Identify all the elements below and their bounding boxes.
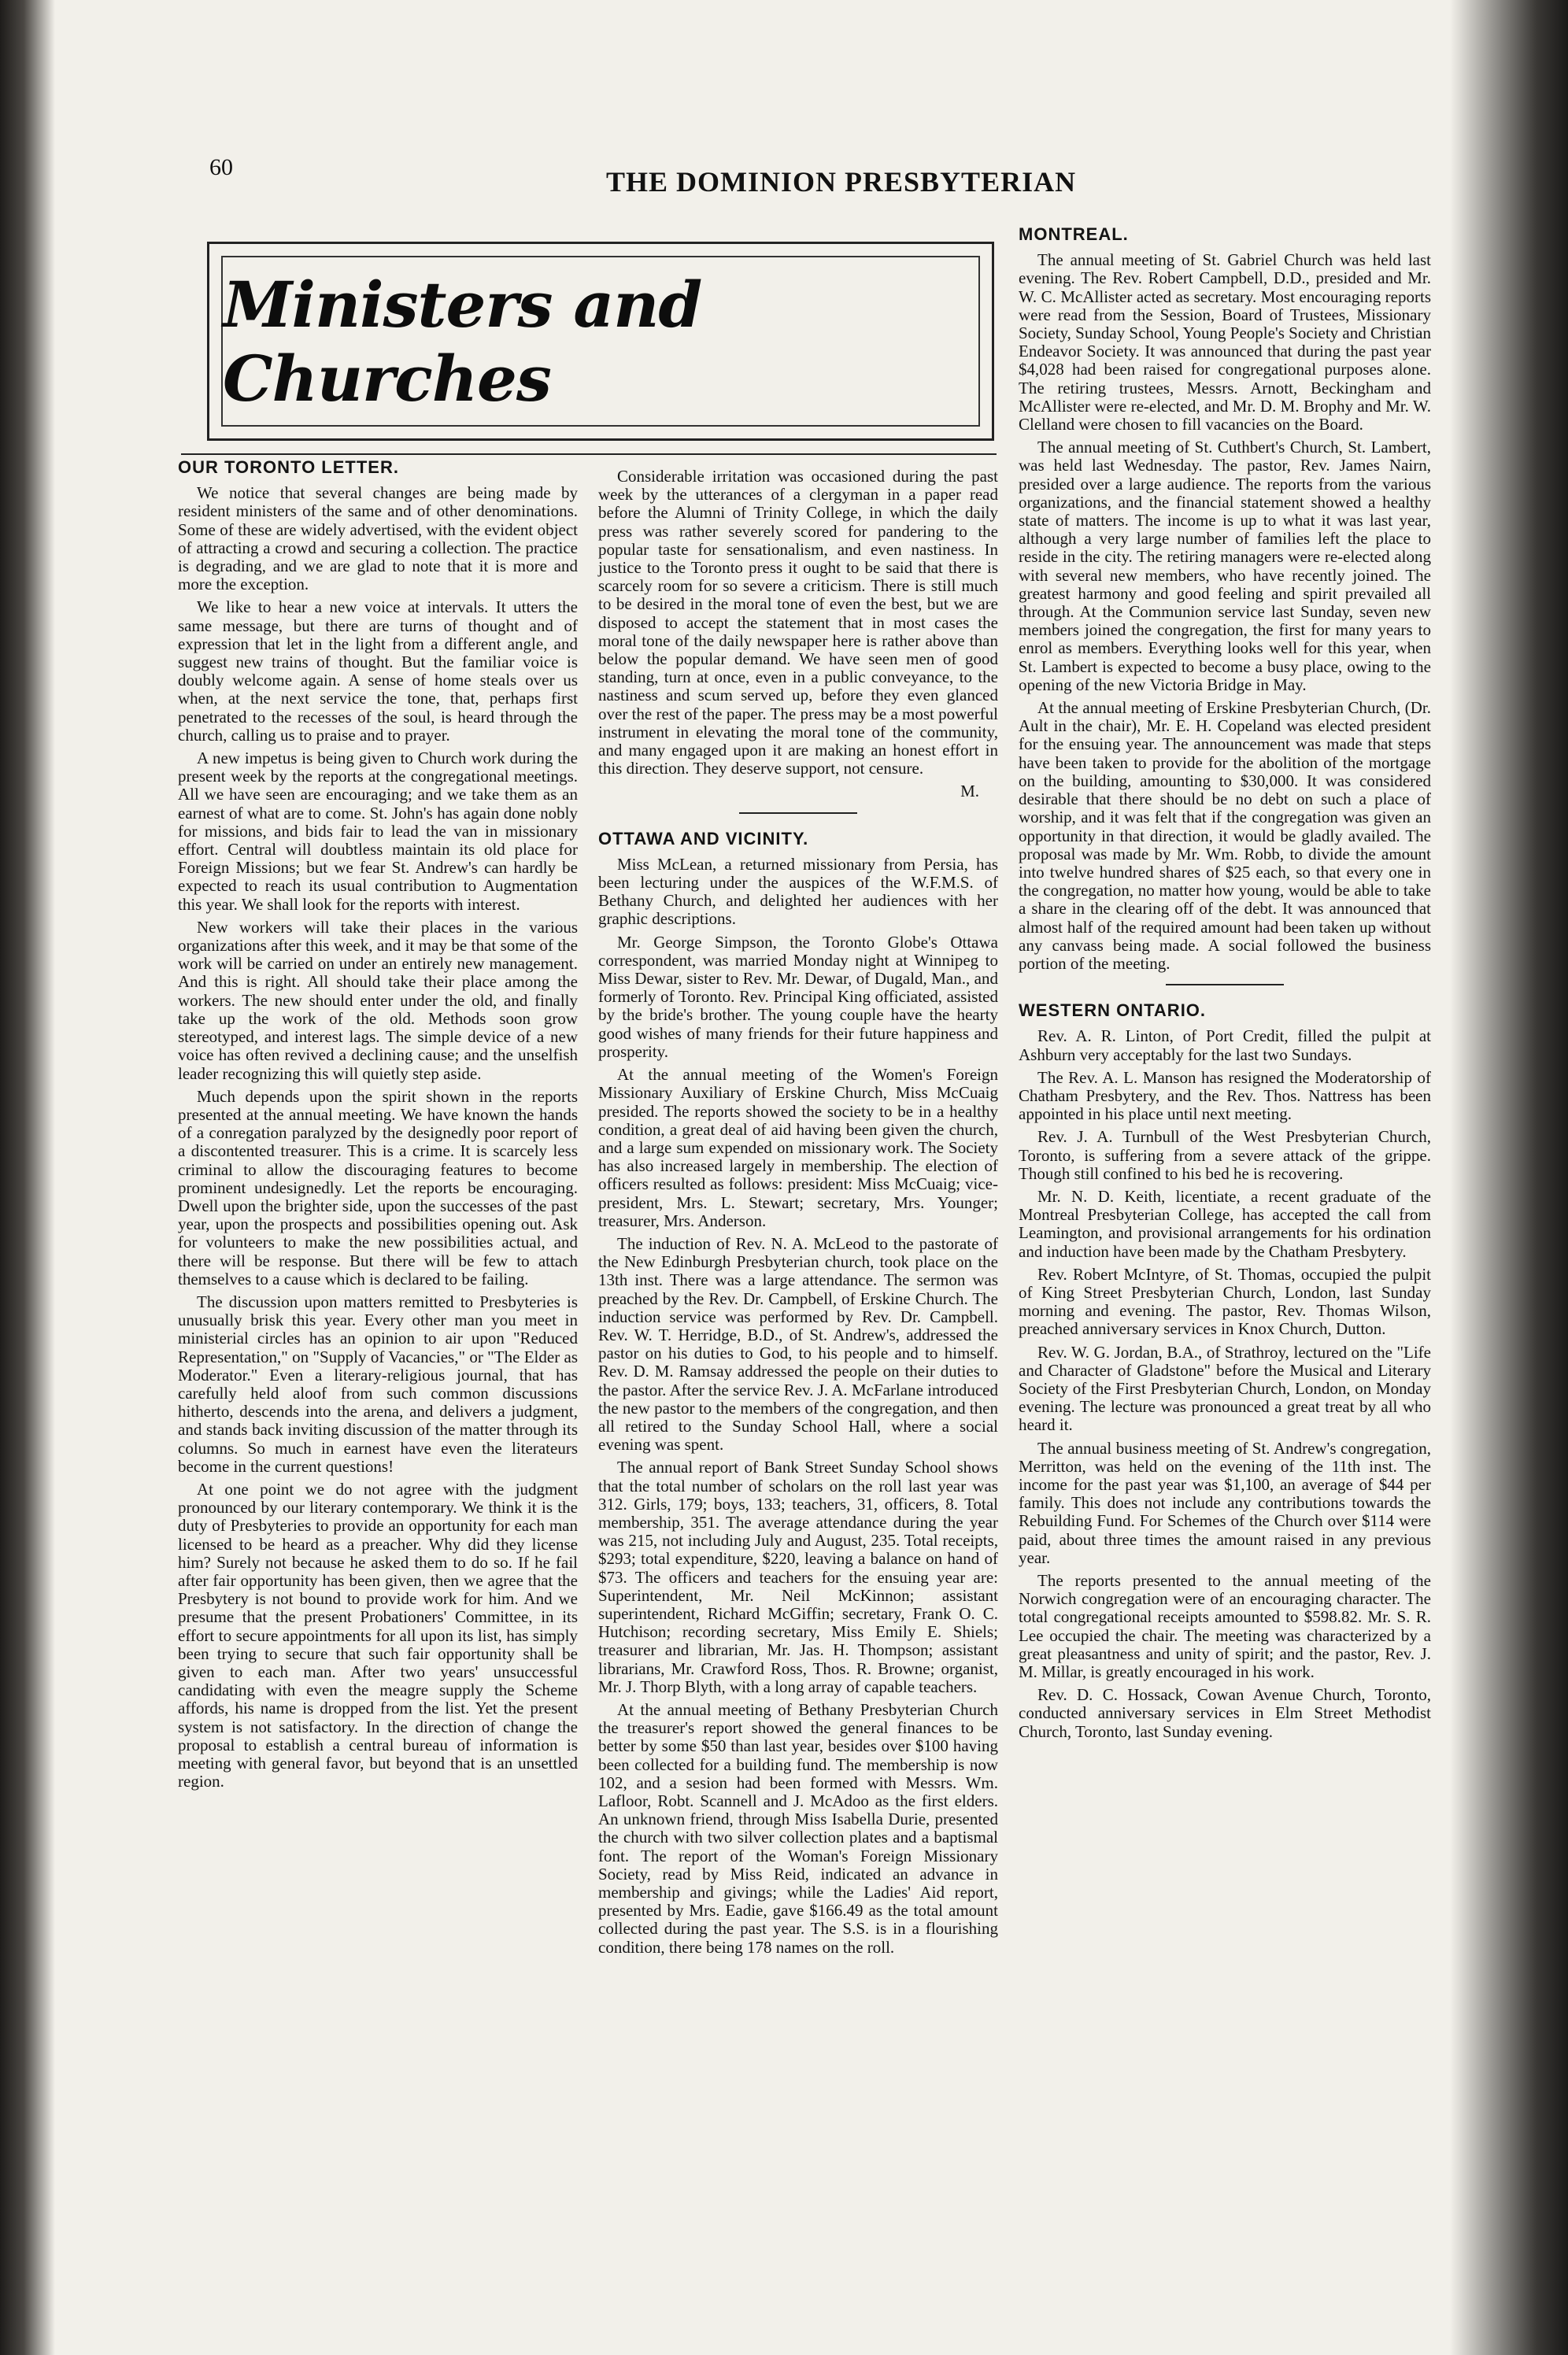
news-item: Mr. N. D. Keith, licentiate, a recent graduate of the Montreal Presbyterian College, has accepted the call from Leamington, and provisional arrangements for his ordination and induction have been made by the Chatham Presbytery. [1019, 1186, 1431, 1261]
toronto-heading: OUR TORONTO LETTER. [178, 457, 399, 477]
article-paragraph: At one point we do not agree with the judgment pronounced by our literary contemporary. We think it is the duty of Presbyteries to provide an opportunity for each man licensed to be heard as a preacher. Why did they license him? Surely not because he asked them to do so. If he fail after fair opportunity has been given, then we agree that the Presbytery is not bound to provide work for him. And we presume that the present Probationers' Committee, in its effort to secure appointments for all upon its list, has simply been trying to secure that such fair opportunity shall be given to each man. After two years' unsuccessful candidating with even the meagre supply the Scheme affords, his name is dropped from the list. Yet the present system is not satisfactory. In the direction of change the proposal to establish a central bureau of information is meeting with general favor, but beyond that is an unsettled region. [178, 1479, 578, 1791]
column-2 [598, 468, 998, 1957]
article-paragraph: Much depends upon the spirit shown in the reports presented at the annual meeting. We have known the hands of a conregation paralyzed by the designedly poor report of a discontented treasurer. This is a crime. It is scarcely less criminal to allow the discouraging features to become prominent undesignedly. Let the reports be encouraging. Dwell upon the brighter side, upon the successes of the past year, upon the prospects and possibilities opening out. Ask for volunteers to make the new possibilities actual, and there will be response. But there will be few to attach themselves to a cause which is declared to be failing. [178, 1086, 578, 1288]
news-item: Rev. W. G. Jordan, B.A., of Strathroy, lectured on the "Life and Character of Gladstone" before the Musical and Literary Society of the First Presbyterian Church, London, on Monday evening. The lecture was pronounced a great treat by all who heard it. [1019, 1342, 1431, 1435]
page-number: 60 [209, 154, 233, 180]
article-signature: M. [960, 782, 979, 801]
news-item: The annual business meeting of St. Andrew's congregation, Merritton, was held on the evening of the 11th inst. The income for the past year was $1,100, an average of $44 per family. This does not include any contributions towards the Rebuilding Fund. For Schemes of the Church over $114 were paid, about three times the amount raised in any previous year. [1019, 1438, 1431, 1567]
news-item: The Rev. A. L. Manson has resigned the Moderatorship of Chatham Presbytery, and the Rev. Thos. Nattress has been appointed in his place until next meeting. [1019, 1067, 1431, 1124]
news-item: Rev. Robert McIntyre, of St. Thomas, occupied the pulpit of King Street Presbyterian Church, London, last Sunday morning and evening. The pastor, Rev. Thomas Wilson, preached anniversary services in Knox Church, Dutton. [1019, 1264, 1431, 1339]
section-title-box [207, 242, 994, 441]
column-3 [1019, 225, 1431, 1741]
news-item: Miss McLean, a returned missionary from Persia, has been lecturing under the auspices of the W.F.M.S. of Bethany Church, and delighted her audiences with her graphic descriptions. [598, 854, 998, 929]
news-item: At the annual meeting of Erskine Presbyterian Church, (Dr. Ault in the chair), Mr. E. H. Copeland was elected president for the ensuing year. The announcement was made that steps have been taken to provide for the abolition of the mortgage on the building, amounting to $30,000. It was considered desirable that there should be no debt on such a place of worship, and it was felt that if the congregation was given an opportunity in that direction, it would be gladly availed. The proposal was made by Mr. Wm. Robb, to divide the amount into twelve hundred shares of $25 each, so that every one in the congregation, no matter how young, would be able to take a share in the clearing off of the debt. It was announced that almost half of the required amount had been taken up without any canvass being made. A social followed the business portion of the meeting. [1019, 698, 1431, 973]
news-item: Rev. D. C. Hossack, Cowan Avenue Church, Toronto, conducted anniversary services in Elm Street Methodist Church, Toronto, last Sunday evening. [1019, 1685, 1431, 1741]
news-item: The induction of Rev. N. A. McLeod to the pastorate of the New Edinburgh Presbyterian church, took place on the 13th inst. There was a large attendance. The sermon was preached by the Rev. Dr. Campbell, of Erskine Church. The induction service was performed by Rev. Dr. Campbell. Rev. W. T. Herridge, B.D., of St. Andrew's, addressed the pastor on his duties to God, to his people and to himself. Rev. D. M. Ramsay addressed the people on their duties to the pastor. After the service Rev. J. A. McFarlane introduced the new pastor to the members of the congregation, and then all retired to the Sunday School Hall, where a social evening was spent. [598, 1233, 998, 1455]
article-paragraph: New workers will take their places in the various organizations after this week, and it may be that some of the work will be carried on under an entirely new management. And this is right. All should take their place among the workers. The new should enter under the old, and finally take up the work of the old. Methods soon grow stereotyped, and interest lags. The simple device of a new voice has often revived a declining cause; and the unselfish leader recognizing this will quietly step aside. [178, 917, 578, 1083]
news-item: The annual meeting of St. Gabriel Church was held last evening. The Rev. Robert Campbell, D.D., presided and Mr. W. C. McAllister acted as secretary. Most encouraging reports were read from the Session, Board of Trustees, Missionary Society, Sunday School, Young People's Society and Christian Endeavor Society. It was announced that during the past year $4,028 had been raised for congregational purposes alone. The retiring trustees, Messrs. Arnott, Beckingham and McAllister were re-elected, and Mr. D. M. Brophy and Mr. W. Clelland were chosen to fill vacancies on the Board. [1019, 250, 1431, 434]
article-paragraph: The discussion upon matters remitted to Presbyteries is unusually brisk this year. Every other man you meet in ministerial circles has an opinion to air upon "Reduced Representation," on "Supply of Vacancies," or "The Elder as Moderator." Even a literary-religious journal, that has carefully held aloof from such common discussions hitherto, descends into the arena, and delivers a judgment, and stands back inviting discussion of the matter through its columns. So much in earnest have even the literateurs become in the current questions! [178, 1292, 578, 1476]
ottawa-heading: OTTAWA AND VICINITY. [598, 828, 809, 848]
news-item: Mr. George Simpson, the Toronto Globe's Ottawa correspondent, was married Monday night at Winnipeg to Miss Dewar, sister to Rev. Mr. Dewar, of Dugald, Man., and formerly of Toronto. Rev. Principal King officiated, assisted by the bride's brother. The young couple have the hearty good wishes of many friends for their future happiness and prosperity. [598, 932, 998, 1061]
western-ontario-heading: WESTERN ONTARIO. [1019, 1000, 1207, 1021]
section-title: Ministers and Churches [223, 267, 702, 416]
news-item: The annual report of Bank Street Sunday School shows that the total number of scholars on the roll last year was 312. Girls, 179; boys, 133; teachers, 31, officers, 8. Total membership, 351. The average attendance during the year was 215, not including July and August, 235. Total receipts, $293; total expenditure, $220, leaving a balance on hand of $73. The officers and teachers for the ensuing year are: Superintendent, Mr. Neil McKinnon; assistant superintendent, Richard McGiffin; secretary, Frank O. C. Hutchison; recording secretary, Miss Emily E. Shiels; treasurer and librarian, Mr. Jas. H. Thompson; assistant librarians, Mr. Crawford Ross, Thos. R. Browne; organist, Mr. J. Thorp Blyth, with a long array of capable teachers. [598, 1458, 998, 1696]
section-divider [739, 812, 857, 814]
news-item: The reports presented to the annual meeting of the Norwich congregation were of an encouraging character. The total congregational receipts amounted to $598.82. Mr. S. R. Lee occupied the chair. The meeting was characterized by a great pleasantness and unity of spirit; and the pastor, Rev. J. M. Millar, is greatly encouraged in his work. [1019, 1571, 1431, 1682]
article-paragraph: Considerable irritation was occasioned during the past week by the utterances of a clergyman in a paper read before the Alumni of Trinity College, in which the daily press was rather severely scored for pandering to the popular taste for sensationalism, and even nastiness. In justice to the Toronto press it ought to be said that there is scarcely room for so severe a criticism. There is still much to be desired in the moral tone of even the best, but we are disposed to accept the statement that in most cases the moral tone of the daily newspaper here is rather above than below the popular demand. We have seen men of good standing, turn at once, even in a public conveyance, to the nastiness and scum served up, before they even glanced over the rest of the paper. The press may be a most powerful instrument in elevating the moral tone of the community, and many engaged upon it are making an honest effort in this direction. They deserve support, not censure. [598, 467, 998, 778]
article-paragraph: We like to hear a new voice at intervals. It utters the same message, but there are turns of thought and of expression that let in the light from a different angle, and suggest new trains of thought. But the familiar voice is doubly welcome again. A sense of home steals over us when, at the next service the tone, that, perhaps first penetrated to the recesses of the soul, is heard through the church, calling us to praise and to prayer. [178, 597, 578, 745]
news-item: At the annual meeting of the Women's Foreign Missionary Auxiliary of Erskine Church, Miss McCuaig presided. The reports showed the society to be in a healthy condition, a great deal of aid having been given the church, and a large sum expended on missionary work. The Society has also increased largely in membership. The election of officers resulted as follows: president: Miss McCuaig; vice-president, Mrs. L. Stewart; secretary, Mrs. Younger; treasurer, Mrs. Anderson. [598, 1065, 998, 1230]
news-item: Rev. A. R. Linton, of Port Credit, filled the pulpit at Ashburn very acceptably for the last two Sundays. [1019, 1026, 1431, 1064]
masthead: THE DOMINION PRESBYTERIAN [606, 166, 1077, 198]
article-paragraph: We notice that several changes are being made by resident ministers of the same and of other denominations. Some of these are widely advertised, with the evident object of attracting a crowd and securing a collection. The practice is degrading, and we are glad to note that it is more and more the exception. [178, 483, 578, 594]
news-item: The annual meeting of St. Cuthbert's Church, St. Lambert, was held last Wednesday. The pastor, Rev. James Nairn, presided over a large audience. The reports from the various organizations, and the financial statement showed a healthy state of matters. The income is up to what it was last year, although a very large number of families left the place to reside in the city. The retiring managers were re-elected along with several new members, who have recently joined. The greatest harmony and good feeling and spirit prevailed all through. At the Communion service last Sunday, seven new members joined the congregation, the first for many years to enrol as members. Everything looks well for this year, when St. Lambert is expected to become a busy place, owing to the opening of the new Victoria Bridge in May. [1019, 438, 1431, 694]
title-underline [181, 453, 997, 455]
news-item: At the annual meeting of Bethany Presbyterian Church the treasurer's report showed the general finances to be better by some $50 than last year, besides over $100 having been collected for a building fund. The membership is now 102, and a sesion had been formed with Messrs. Wm. Lafloor, Robt. Scannell and J. McAdoo as the first elders. An unknown friend, through Miss Isabella Durie, presented the church with two silver collection plates and a baptismal font. The report of the Woman's Foreign Missionary Society, read by Miss Reid, indicated an advance in membership and givings; while the Ladies' Aid report, presented by Mrs. Eadie, gave $166.49 as the total amount collected during the past year. The S.S. is in a flourishing condition, there being 178 names on the roll. [598, 1700, 998, 1957]
news-item: Rev. J. A. Turnbull of the West Presbyterian Church, Toronto, is suffering from a severe attack of the grippe. Though still confined to his bed he is recovering. [1019, 1127, 1431, 1183]
article-paragraph: A new impetus is being given to Church work during the present week by the reports at the congregational meetings. All we have seen are encouraging; and we take them as an earnest of what are to come. St. John's has again done nobly for missions, and bids fair to lead the van in missionary effort. Central will doubtless maintain its old place for Foreign Missions; but we fear St. Andrew's can hardly be expected to reach its usual contribution to Augmentation this year. We shall look for the reports with interest. [178, 749, 578, 914]
column-1 [178, 458, 578, 1795]
section-title-frame [221, 256, 980, 427]
section-divider [1166, 984, 1284, 985]
montreal-heading: MONTREAL. [1019, 224, 1129, 244]
